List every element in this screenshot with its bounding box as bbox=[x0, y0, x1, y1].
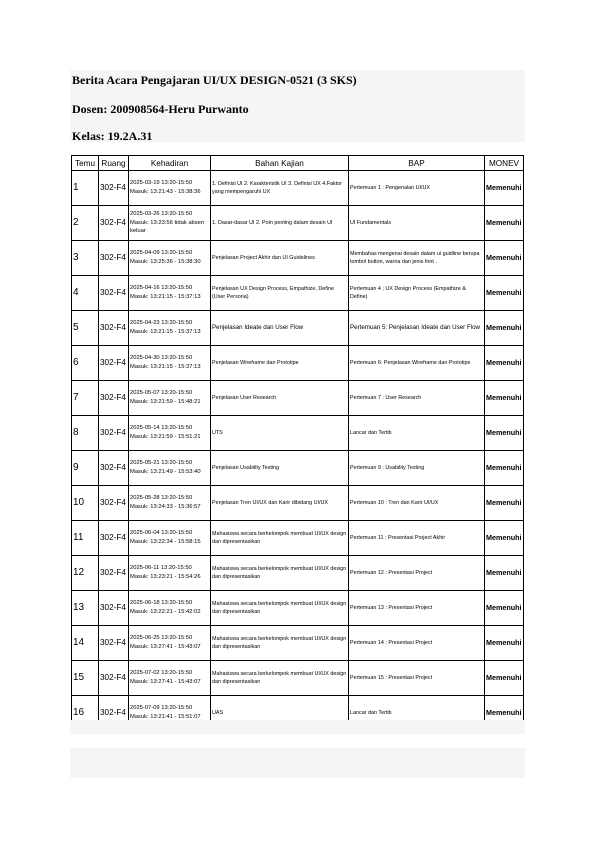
monev-text: Memenuhi bbox=[486, 322, 522, 332]
ruang-text: 302-F4 bbox=[100, 708, 126, 717]
temu-text: 7 bbox=[73, 392, 79, 403]
cell-bap bbox=[349, 346, 485, 381]
cell-bap bbox=[349, 591, 485, 626]
ruang-text: 302-F4 bbox=[100, 638, 126, 647]
kehadiran-text: 2025-05-14 13:20-15:50 Masuk: 13:21:59 - 15:51:21 bbox=[130, 425, 201, 440]
bahan-text: UTS bbox=[212, 429, 223, 436]
cell-kehadiran bbox=[129, 381, 211, 416]
temu-text: 14 bbox=[73, 637, 85, 648]
bahan-text: Mahasiswa secara berkelompok membuat UI/UX design dan dipresentasikan bbox=[212, 565, 347, 580]
kehadiran-text: 2025-03-19 13:20-15:50 Masuk: 13:21:43 - 15:38:36 bbox=[130, 180, 201, 195]
cell-bahan bbox=[211, 311, 349, 346]
cell-bahan bbox=[211, 346, 349, 381]
kehadiran-text: 2025-04-09 13:20-15:50 Masuk: 13:25:36 - 15:38:30 bbox=[130, 250, 201, 265]
bahan-text: Penjelasan Wireframe dan Prototipe bbox=[212, 359, 299, 366]
monev-text: Memenuhi bbox=[486, 357, 522, 367]
ruang-text: 302-F4 bbox=[100, 323, 126, 332]
cell-bap bbox=[349, 521, 485, 556]
kehadiran-text: 2025-07-09 13:20-15:50 Masuk: 13:21:41 - 15:51:07 bbox=[130, 705, 201, 720]
bahan-text: Mahasiswa secara berkelompok membuat UI/UX design dan dipresentasikan bbox=[212, 670, 347, 685]
cell-kehadiran bbox=[129, 311, 211, 346]
monev-text: Memenuhi bbox=[486, 217, 522, 227]
cell-monev bbox=[485, 206, 524, 241]
cell-kehadiran bbox=[129, 276, 211, 311]
document-title: Berita Acara Pengajaran UI/UX DESIGN-0521 (3 SKS) bbox=[72, 73, 357, 87]
ruang-text: 302-F4 bbox=[100, 568, 126, 577]
cell-temu bbox=[72, 311, 99, 346]
temu-text: 10 bbox=[73, 497, 85, 508]
temu-text: 5 bbox=[73, 322, 79, 333]
cell-ruang bbox=[99, 416, 129, 451]
monev-text: Memenuhi bbox=[486, 672, 522, 682]
cell-bap bbox=[349, 381, 485, 416]
bap-text: Pertemuan 11 : Presentasi Project Akhir bbox=[350, 534, 446, 541]
monev-text: Memenuhi bbox=[486, 707, 522, 717]
kehadiran-text: 2025-06-04 13:20-15:50 Masuk: 13:22:34 - 15:58:15 bbox=[130, 530, 201, 545]
ruang-text: 302-F4 bbox=[100, 218, 126, 227]
cell-kehadiran bbox=[129, 346, 211, 381]
bap-text: Lancar dan Tertib bbox=[350, 429, 392, 436]
attendance-table bbox=[71, 155, 524, 731]
bap-text: Pertemuan 6: Penjelasan Wireframe dan Prototipe bbox=[350, 359, 471, 366]
bahan-text: 1. Dasar-dasar UI 2. Poin penting dalam desain UI bbox=[212, 219, 333, 226]
temu-text: 15 bbox=[73, 672, 85, 683]
cell-temu bbox=[72, 521, 99, 556]
cell-bahan bbox=[211, 626, 349, 661]
bahan-text: UAS bbox=[212, 709, 224, 716]
cell-kehadiran bbox=[129, 626, 211, 661]
bahan-text: Penjelasan Project Akhir dan UI Guidelines bbox=[212, 254, 315, 261]
kehadiran-text: 2025-03-26 13:20-15:50 Masuk: 13:23:56 tidak absen keluar bbox=[130, 211, 205, 235]
cell-ruang bbox=[99, 346, 129, 381]
cell-temu bbox=[72, 346, 99, 381]
cell-monev bbox=[485, 591, 524, 626]
table-row bbox=[72, 311, 524, 346]
cell-bap bbox=[349, 556, 485, 591]
bahan-text: Mahasiswa secara berkelompok membuat UI/UX design dan dipresentasikan bbox=[212, 600, 347, 615]
bap-text: UI Fundamentals bbox=[350, 219, 392, 226]
cell-monev bbox=[485, 661, 524, 696]
cell-ruang bbox=[99, 626, 129, 661]
cell-ruang bbox=[99, 241, 129, 276]
temu-text: 4 bbox=[73, 287, 79, 298]
bahan-text: Penjelasan Ideate dan User Flow bbox=[212, 323, 304, 331]
column-header-temu: Temu bbox=[72, 156, 99, 171]
cell-temu bbox=[72, 451, 99, 486]
cell-ruang bbox=[99, 171, 129, 206]
cell-monev bbox=[485, 276, 524, 311]
cell-temu bbox=[72, 206, 99, 241]
kehadiran-text: 2025-06-18 13:20-15:50 Masuk: 13:22:21 - 15:42:02 bbox=[130, 600, 201, 615]
column-header-ruang: Ruang bbox=[99, 156, 129, 171]
cell-monev bbox=[485, 486, 524, 521]
cell-bap bbox=[349, 171, 485, 206]
table-row bbox=[72, 451, 524, 486]
table-body bbox=[72, 171, 524, 731]
cell-ruang bbox=[99, 451, 129, 486]
bahan-text: Penjelasan Tren UI/UX dan Karir dibidang UI/UX bbox=[212, 499, 328, 506]
cell-bahan bbox=[211, 416, 349, 451]
column-header-monev: MONEV bbox=[485, 156, 524, 171]
cell-bap bbox=[349, 311, 485, 346]
cell-temu bbox=[72, 171, 99, 206]
cell-bahan bbox=[211, 276, 349, 311]
bap-text: Lancar dan Tertib bbox=[350, 709, 392, 716]
footer-band bbox=[70, 720, 525, 734]
bap-text: Pertemuan 5: Penjelasan Ideate dan User Flow bbox=[350, 323, 481, 331]
cell-bahan bbox=[211, 241, 349, 276]
monev-text: Memenuhi bbox=[486, 427, 522, 437]
footer-band-lower bbox=[70, 748, 525, 778]
cell-kehadiran bbox=[129, 556, 211, 591]
temu-text: 8 bbox=[73, 427, 79, 438]
cell-bap bbox=[349, 661, 485, 696]
temu-text: 13 bbox=[73, 602, 85, 613]
ruang-text: 302-F4 bbox=[100, 288, 126, 297]
cell-kehadiran bbox=[129, 591, 211, 626]
table-row bbox=[72, 241, 524, 276]
bahan-text: Mahasiswa secara berkelompok membuat UI/UX design dan dipresentasikan bbox=[212, 530, 347, 545]
temu-text: 6 bbox=[73, 357, 79, 368]
cell-temu bbox=[72, 416, 99, 451]
cell-kehadiran bbox=[129, 661, 211, 696]
kehadiran-text: 2025-05-07 13:20-15:50 Masuk: 13:21:59 - 15:48:21 bbox=[130, 390, 201, 405]
cell-ruang bbox=[99, 206, 129, 241]
monev-text: Memenuhi bbox=[486, 532, 522, 542]
bap-text: Pertemuan 4 ; UX Design Process (Empathize & Define) bbox=[350, 285, 466, 300]
ruang-text: 302-F4 bbox=[100, 533, 126, 542]
cell-bahan bbox=[211, 661, 349, 696]
cell-monev bbox=[485, 626, 524, 661]
column-header-bahan-kajian: Bahan Kajian bbox=[211, 156, 349, 171]
bap-text: Pertemuan 12 : Presentasi Project bbox=[350, 569, 433, 576]
cell-bahan bbox=[211, 451, 349, 486]
cell-ruang bbox=[99, 311, 129, 346]
cell-bap bbox=[349, 416, 485, 451]
cell-temu bbox=[72, 381, 99, 416]
cell-bap bbox=[349, 276, 485, 311]
cell-bap bbox=[349, 486, 485, 521]
cell-ruang bbox=[99, 591, 129, 626]
kehadiran-text: 2025-07-02 13:20-15:50 Masuk: 13:27:41 - 15:43:07 bbox=[130, 670, 201, 685]
table-row bbox=[72, 206, 524, 241]
table-row bbox=[72, 521, 524, 556]
kehadiran-text: 2025-04-23 13:20-15:50 Masuk: 13:21:15 - 15:37:13 bbox=[130, 320, 201, 335]
table-row bbox=[72, 346, 524, 381]
monev-text: Memenuhi bbox=[486, 392, 522, 402]
cell-temu bbox=[72, 556, 99, 591]
cell-ruang bbox=[99, 276, 129, 311]
bap-text: Membahas mengenai desain dalam ui guidline berupa tombol button, warna dan jenis font . bbox=[350, 250, 480, 265]
table-row bbox=[72, 171, 524, 206]
kehadiran-text: 2025-04-30 13:20-15:50 Masuk: 13:21:15 - 15:37:13 bbox=[130, 355, 201, 370]
ruang-text: 302-F4 bbox=[100, 183, 126, 192]
table-row bbox=[72, 661, 524, 696]
monev-text: Memenuhi bbox=[486, 567, 522, 577]
temu-text: 11 bbox=[73, 532, 84, 543]
ruang-text: 302-F4 bbox=[100, 253, 126, 262]
cell-ruang bbox=[99, 661, 129, 696]
table-row bbox=[72, 626, 524, 661]
column-header-kehadiran: Kehadiran bbox=[129, 156, 211, 171]
monev-text: Memenuhi bbox=[486, 462, 522, 472]
cell-kehadiran bbox=[129, 486, 211, 521]
kehadiran-text: 2025-05-28 13:20-15:50 Masuk: 13:24:33 - 15:36:57 bbox=[130, 495, 201, 510]
cell-temu bbox=[72, 241, 99, 276]
bap-text: Pertemuan 9 : Usability Testing bbox=[350, 464, 425, 471]
cell-kehadiran bbox=[129, 416, 211, 451]
ruang-text: 302-F4 bbox=[100, 393, 126, 402]
cell-kehadiran bbox=[129, 206, 211, 241]
monev-text: Memenuhi bbox=[486, 637, 522, 647]
temu-text: 9 bbox=[73, 462, 79, 473]
cell-temu bbox=[72, 626, 99, 661]
cell-bahan bbox=[211, 486, 349, 521]
bahan-text: 1. Definisi UI 2. Karakteristik UI 3. Definisi UX 4.Faktor yang mempengaruhi UX bbox=[212, 180, 343, 195]
table-row bbox=[72, 416, 524, 451]
cell-kehadiran bbox=[129, 521, 211, 556]
bahan-text: Mahasiswa secara berkelompok membuat UI/UX design dan dipresentasikan bbox=[212, 635, 347, 650]
cell-bap bbox=[349, 241, 485, 276]
kehadiran-text: 2025-06-25 13:20-15:50 Masuk: 13:27:41 - 15:43:07 bbox=[130, 635, 201, 650]
monev-text: Memenuhi bbox=[486, 497, 522, 507]
table-header-row bbox=[72, 156, 524, 171]
ruang-text: 302-F4 bbox=[100, 673, 126, 682]
temu-text: 1 bbox=[73, 182, 79, 193]
bap-text: Pertemuan 13 : Presentasi Project bbox=[350, 604, 433, 611]
cell-bahan bbox=[211, 381, 349, 416]
cell-ruang bbox=[99, 556, 129, 591]
ruang-text: 302-F4 bbox=[100, 428, 126, 437]
temu-text: 3 bbox=[73, 252, 79, 263]
table-row bbox=[72, 381, 524, 416]
ruang-text: 302-F4 bbox=[100, 603, 126, 612]
bahan-text: Penjelasan Usability Testing bbox=[212, 464, 280, 471]
column-header-bap: BAP bbox=[349, 156, 485, 171]
cell-monev bbox=[485, 241, 524, 276]
cell-monev bbox=[485, 346, 524, 381]
kehadiran-text: 2025-06-11 13:20-15:50 Masuk: 13:23:21 - 15:54:26 bbox=[130, 565, 201, 580]
cell-temu bbox=[72, 661, 99, 696]
class-line: Kelas: 19.2A.31 bbox=[72, 129, 153, 143]
cell-bap bbox=[349, 206, 485, 241]
cell-kehadiran bbox=[129, 451, 211, 486]
cell-temu bbox=[72, 486, 99, 521]
cell-bahan bbox=[211, 556, 349, 591]
cell-monev bbox=[485, 556, 524, 591]
table-row bbox=[72, 591, 524, 626]
cell-ruang bbox=[99, 381, 129, 416]
lecturer-line: Dosen: 200908564-Heru Purwanto bbox=[72, 102, 249, 116]
cell-monev bbox=[485, 451, 524, 486]
cell-monev bbox=[485, 311, 524, 346]
cell-bap bbox=[349, 626, 485, 661]
bap-text: Pertemuan 14 : Presentasi Project bbox=[350, 639, 433, 646]
bahan-text: Penjelasan UX Design Process, Empathize, Define (User Persona) bbox=[212, 285, 334, 300]
cell-kehadiran bbox=[129, 171, 211, 206]
cell-bahan bbox=[211, 521, 349, 556]
table-row bbox=[72, 276, 524, 311]
cell-monev bbox=[485, 171, 524, 206]
cell-monev bbox=[485, 381, 524, 416]
temu-text: 12 bbox=[73, 567, 85, 578]
table-row bbox=[72, 486, 524, 521]
cell-temu bbox=[72, 276, 99, 311]
bap-text: Pertemuan 1 : Pengenalan UI/UX bbox=[350, 184, 431, 191]
bap-text: Pertemuan 7 : User Research bbox=[350, 394, 422, 401]
cell-ruang bbox=[99, 521, 129, 556]
cell-temu bbox=[72, 591, 99, 626]
cell-monev bbox=[485, 416, 524, 451]
cell-bahan bbox=[211, 171, 349, 206]
monev-text: Memenuhi bbox=[486, 252, 522, 262]
bap-text: Pertemuan 10 : Tren dan Karir UI/UX bbox=[350, 499, 439, 506]
bap-text: Pertemuan 15 : Presentasi Project bbox=[350, 674, 433, 681]
cell-kehadiran bbox=[129, 241, 211, 276]
cell-ruang bbox=[99, 486, 129, 521]
ruang-text: 302-F4 bbox=[100, 358, 126, 367]
temu-text: 16 bbox=[73, 707, 85, 718]
table-row bbox=[72, 556, 524, 591]
cell-monev bbox=[485, 521, 524, 556]
temu-text: 2 bbox=[73, 217, 79, 228]
kehadiran-text: 2025-04-16 13:20-15:50 Masuk: 13:21:15 - 15:37:13 bbox=[130, 285, 201, 300]
cell-bap bbox=[349, 451, 485, 486]
ruang-text: 302-F4 bbox=[100, 463, 126, 472]
cell-bahan bbox=[211, 591, 349, 626]
bahan-text: Penjelasan User Research bbox=[212, 394, 277, 401]
cell-bahan bbox=[211, 206, 349, 241]
monev-text: Memenuhi bbox=[486, 602, 522, 612]
kehadiran-text: 2025-05-21 13:20-15:50 Masuk: 13:21:49 - 15:53:40 bbox=[130, 460, 201, 475]
monev-text: Memenuhi bbox=[486, 287, 522, 297]
ruang-text: 302-F4 bbox=[100, 498, 126, 507]
monev-text: Memenuhi bbox=[486, 182, 522, 192]
